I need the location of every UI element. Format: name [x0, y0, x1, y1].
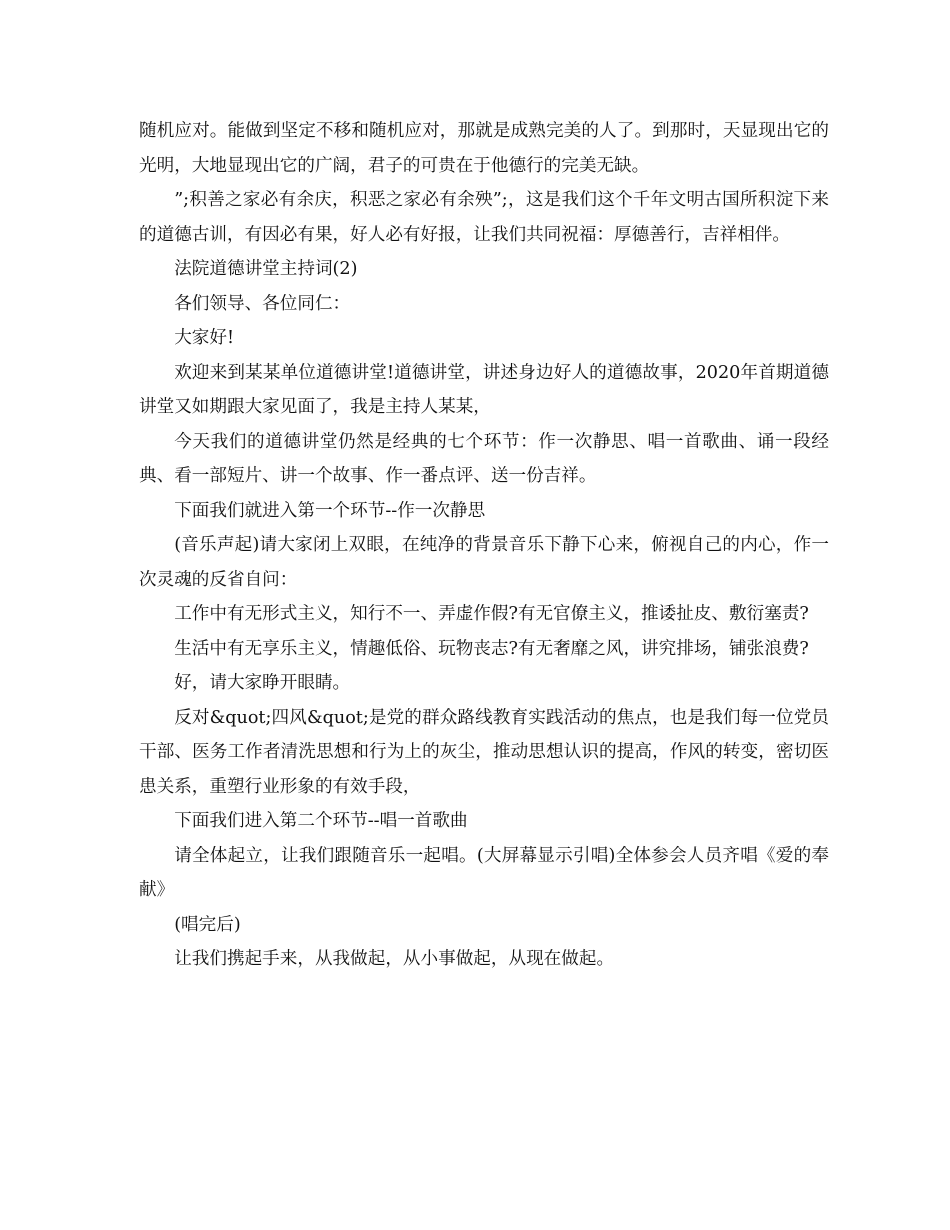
- paragraph-welcome: 欢迎来到某某单位道德讲堂!道德讲堂，讲述身边好人的道德故事，2020年首期道德讲堂又如期跟大家见面了，我是主持人某某，: [139, 362, 829, 417]
- paragraph-four-winds: 反对&quot;四风&quot;是党的群众路线教育实践活动的焦点，也是我们每一位党员干部、医务工作者清洗思想和行为上的灰尘，推动思想认识的提高，作风的转变，密切医患关系，重塑行业形象的有效手段，: [139, 707, 829, 797]
- salutation: 各们领导、各位同仁：: [174, 293, 351, 314]
- document-body: [139, 114, 829, 977]
- paragraph-1: 随机应对。能做到坚定不移和随机应对，那就是成熟完美的人了。到那时，天显现出它的光明，大地显现出它的广阔，君子的可贵在于他德行的完美无缺。: [139, 121, 829, 176]
- paragraph-open-eyes: 好，请大家睁开眼睛。: [174, 673, 351, 693]
- paragraph-2: ”;积善之家必有余庆，积恶之家必有余殃”;，这是我们这个千年文明古国所积淀下来的道德古训，有因必有果，好人必有好报，让我们共同祝福：厚德善行，吉祥相伴。: [139, 190, 829, 245]
- step-one-heading: 下面我们就进入第一个环节--作一次静思: [174, 500, 486, 521]
- greeting: 大家好!: [174, 328, 235, 348]
- paragraph-after-song: (唱完后): [174, 914, 241, 935]
- step-two-heading: 下面我们进入第二个环节--唱一首歌曲: [174, 811, 468, 831]
- paragraph-sing: 请全体起立，让我们跟随音乐一起唱。(大屏幕显示引唱)全体参会人员齐唱《爱的奉献》: [139, 845, 829, 900]
- paragraph-closing: 让我们携起手来，从我做起，从小事做起，从现在做起。: [174, 949, 615, 969]
- paragraph-seven-steps: 今天我们的道德讲堂仍然是经典的七个环节：作一次静思、唱一首歌曲、诵一段经典、看一部短片、讲一个故事、作一番点评、送一份吉祥。: [139, 431, 829, 486]
- paragraph-meditation: (音乐声起)请大家闭上双眼，在纯净的背景音乐下静下心来，俯视自己的内心，作一次灵魂的反省自问：: [139, 535, 829, 590]
- paragraph-work-reflection: 工作中有无形式主义，知行不一、弄虚作假?有无官僚主义，推诿扯皮、敷衍塞责?: [174, 604, 809, 624]
- section-title: 法院道德讲堂主持词(2): [174, 259, 358, 279]
- paragraph-life-reflection: 生活中有无享乐主义，情趣低俗、玩物丧志?有无奢靡之风，讲究排场，铺张浪费?: [174, 638, 809, 659]
